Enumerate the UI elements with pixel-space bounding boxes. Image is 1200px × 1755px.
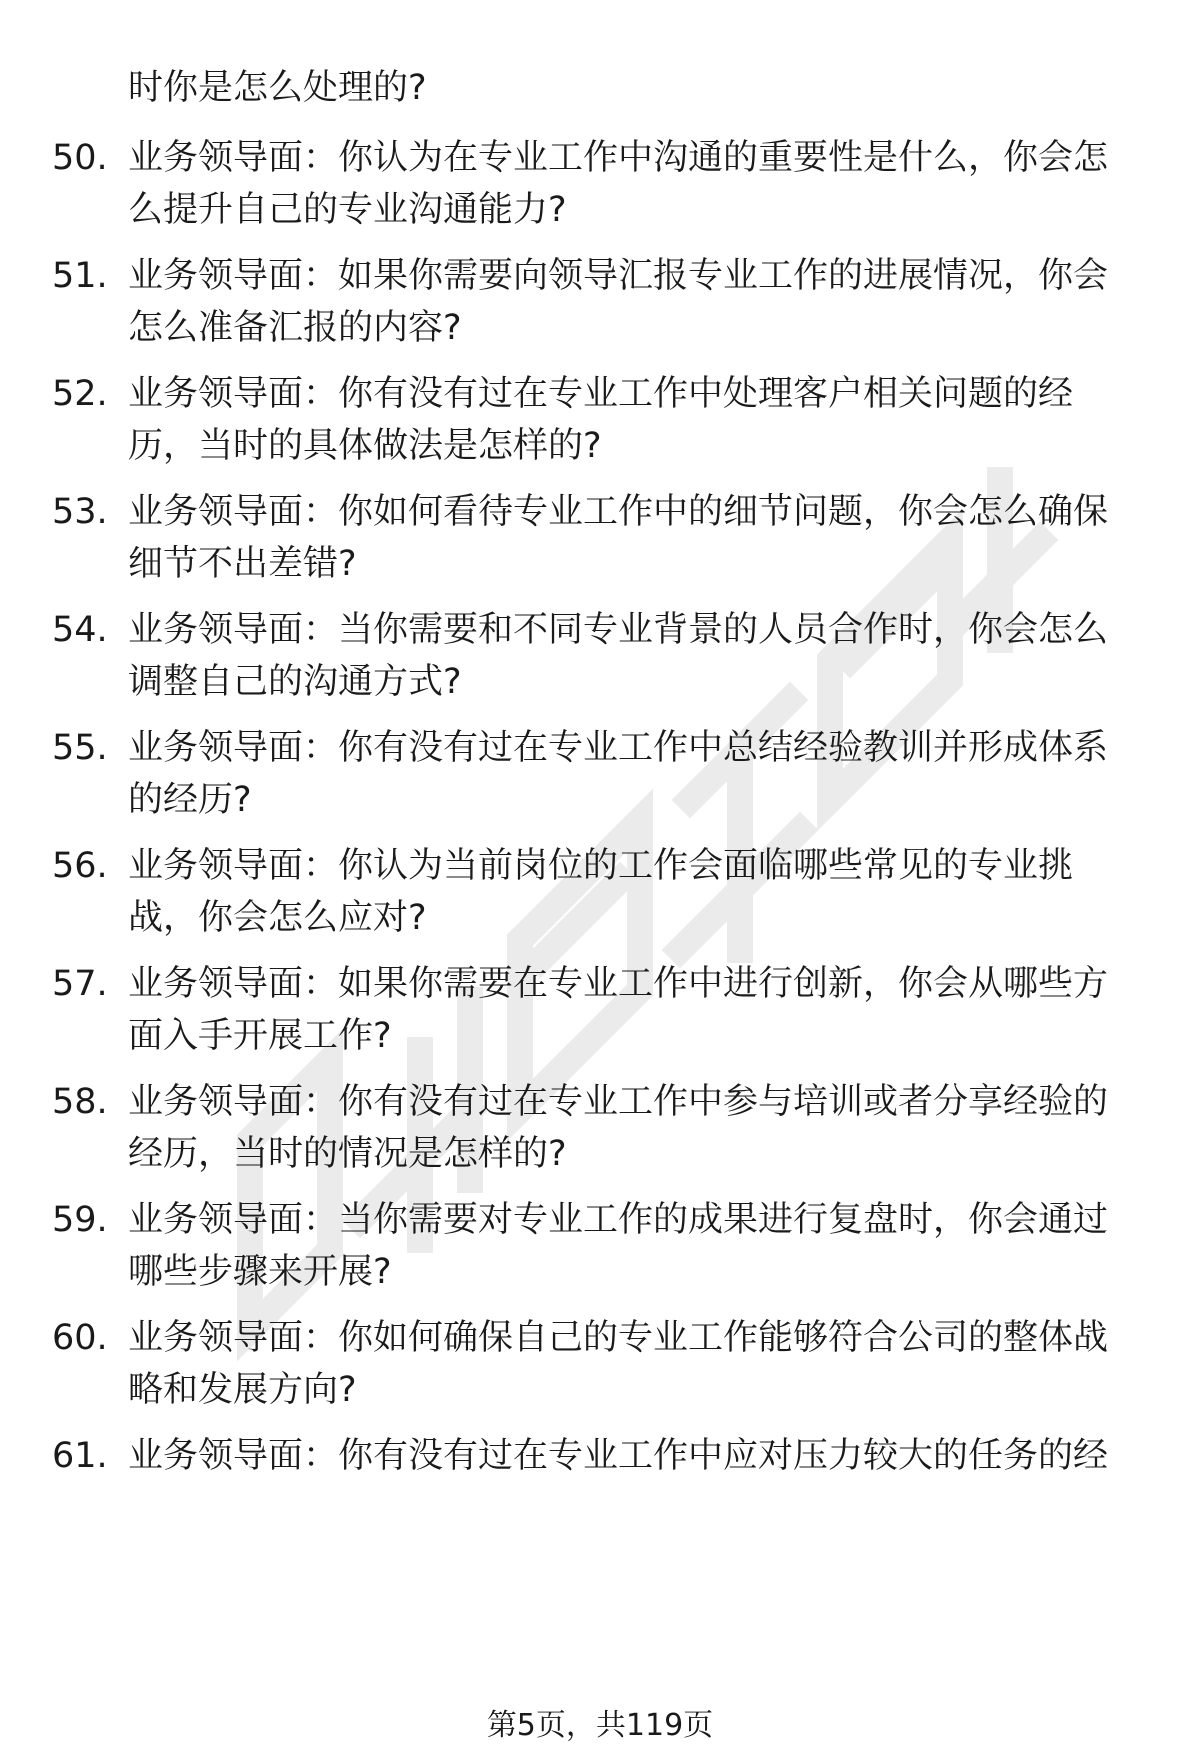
question-line: 业务领导面：你有没有过在专业工作中总结经验教训并形成体系 [128,728,1109,768]
question-line: 么提升自己的专业沟通能力? [128,190,567,230]
question-number: 53. [52,492,108,532]
question-line: 面入手开展工作? [128,1016,392,1056]
question-line: 历，当时的具体做法是怎样的? [128,426,602,466]
question-line: 业务领导面：你认为在专业工作中沟通的重要性是什么，你会怎 [128,138,1109,178]
question-line: 哪些步骤来开展? [128,1252,392,1292]
question-number: 55. [52,728,108,768]
page-number-footer: 第5页，共119页 [486,1708,714,1743]
question-text [128,840,1138,944]
question-number: 58. [52,1082,108,1122]
question-text [128,132,1138,236]
question-number: 52. [52,374,108,414]
question-line: 业务领导面：如果你需要向领导汇报专业工作的进展情况，你会 [128,256,1109,296]
question-line: 业务领导面：你有没有过在专业工作中参与培训或者分享经验的 [128,1082,1109,1122]
question-line: 业务领导面：你如何看待专业工作中的细节问题，你会怎么确保 [128,492,1109,532]
question-text [128,1076,1138,1180]
question-line: 业务领导面：当你需要对专业工作的成果进行复盘时，你会通过 [128,1200,1109,1240]
question-text [128,1430,1138,1482]
question-line: 细节不出差错? [128,544,357,584]
question-text [128,722,1138,826]
question-number: 54. [52,610,108,650]
question-line: 业务领导面：你认为当前岗位的工作会面临哪些常见的专业挑 [128,846,1074,886]
question-text [128,486,1138,590]
question-text [128,368,1138,472]
question-text [128,958,1138,1062]
question-text [128,604,1138,708]
question-text [128,1312,1138,1416]
question-number: 51. [52,256,108,296]
question-line: 业务领导面：当你需要和不同专业背景的人员合作时，你会怎么 [128,610,1109,650]
question-number: 60. [52,1318,108,1358]
question-line: 业务领导面：你有没有过在专业工作中处理客户相关问题的经 [128,374,1074,414]
question-number: 61. [52,1436,108,1476]
question-line: 业务领导面：如果你需要在专业工作中进行创新，你会从哪些方 [128,964,1109,1004]
question-number: 56. [52,846,108,886]
question-line: 经历，当时的情况是怎样的? [128,1134,567,1174]
question-number: 50. [52,138,108,178]
question-line: 业务领导面：你如何确保自己的专业工作能够符合公司的整体战 [128,1318,1109,1358]
question-line: 怎么准备汇报的内容? [128,308,462,348]
question-line: 略和发展方向? [128,1370,357,1410]
question-text [128,1194,1138,1298]
continuation-line: 时你是怎么处理的? [128,68,427,108]
question-line: 业务领导面：你有没有过在专业工作中应对压力较大的任务的经 [128,1436,1109,1476]
question-text [128,250,1138,354]
question-line: 的经历? [128,780,252,820]
question-line: 调整自己的沟通方式? [128,662,462,702]
question-number: 57. [52,964,108,1004]
question-line: 战，你会怎么应对? [128,898,427,938]
question-number: 59. [52,1200,108,1240]
